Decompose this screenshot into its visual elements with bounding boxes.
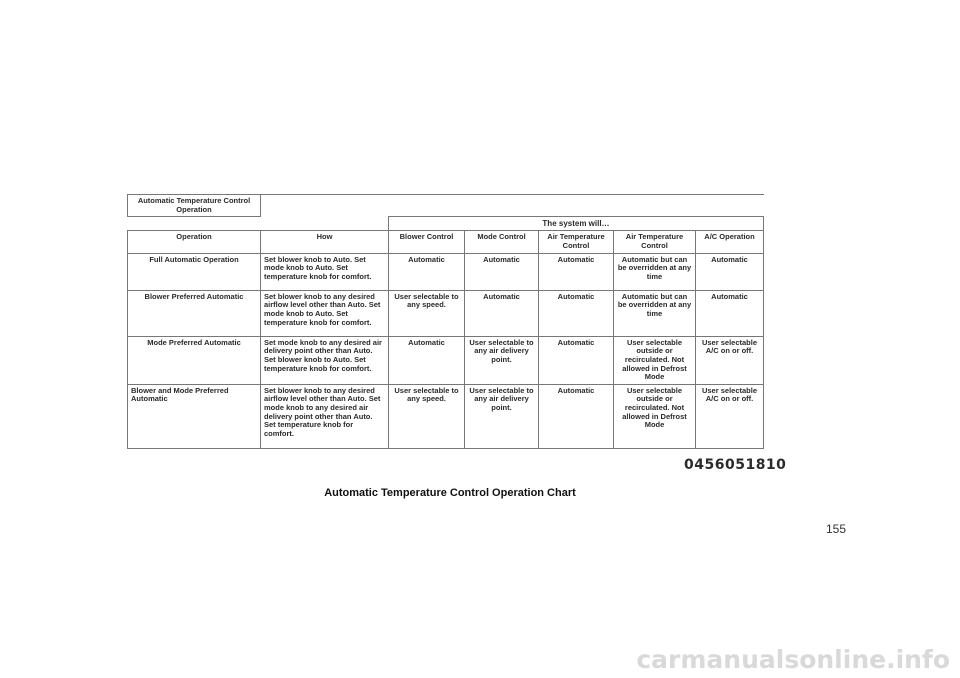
cell-ac: Automatic: [696, 253, 764, 290]
cell-mode: Automatic: [465, 290, 539, 336]
cell-air-temp-1: Automatic: [539, 290, 614, 336]
cell-how: Set mode knob to any desired air delivery point other than Auto. Set blower knob to Auto. Set temperature knob for comfort.: [261, 336, 389, 384]
cell-operation: Full Automatic Operation: [128, 253, 261, 290]
table-row: [128, 290, 764, 336]
cell-ac: User selectable A/C on or off.: [696, 384, 764, 448]
col-header-air-temp-1: Air Temperature Control: [539, 231, 614, 253]
col-header-mode: Mode Control: [465, 231, 539, 253]
watermark: carmanualsonline.info: [636, 645, 950, 674]
header-blank-2: [261, 217, 389, 231]
cell-mode: User selectable to any air delivery point.: [465, 336, 539, 384]
col-header-ac: A/C Operation: [696, 231, 764, 253]
cell-ac: User selectable A/C on or off.: [696, 336, 764, 384]
cell-blower: Automatic: [389, 253, 465, 290]
cell-mode: Automatic: [465, 253, 539, 290]
table-row: [128, 384, 764, 448]
cell-air-temp-2: Automatic but can be overridden at any time: [614, 290, 696, 336]
cell-ac: Automatic: [696, 290, 764, 336]
col-header-how: How: [261, 231, 389, 253]
cell-operation: Blower and Mode Preferred Automatic: [128, 384, 261, 448]
table-row: [128, 336, 764, 384]
cell-air-temp-2: User selectable outside or recirculated. Not allowed in Defrost Mode: [614, 336, 696, 384]
cell-mode: User selectable to any air delivery point.: [465, 384, 539, 448]
header-spacer: [261, 195, 764, 217]
cell-operation: Mode Preferred Automatic: [128, 336, 261, 384]
cell-air-temp-2: Automatic but can be overridden at any time: [614, 253, 696, 290]
cell-air-temp-1: Automatic: [539, 384, 614, 448]
col-header-blower: Blower Control: [389, 231, 465, 253]
table-row: [128, 253, 764, 290]
cell-how: Set blower knob to any desired airflow level other than Auto. Set mode knob to any desired air delivery point other than Auto. Set temperature knob for comfort.: [261, 384, 389, 448]
cell-blower: User selectable to any speed.: [389, 290, 465, 336]
cell-how: Set blower knob to Auto. Set mode knob to Auto. Set temperature knob for comfort.: [261, 253, 389, 290]
header-blank-1: [128, 217, 261, 231]
cell-air-temp-1: Automatic: [539, 253, 614, 290]
figure-code: 0456051810: [684, 457, 787, 473]
cell-how: Set blower knob to any desired airflow level other than Auto. Set mode knob to Auto. Set temperature knob for comfort.: [261, 290, 389, 336]
header-system-will: The system will…: [389, 217, 764, 231]
page-number: 155: [826, 522, 847, 536]
col-header-operation: Operation: [128, 231, 261, 253]
cell-operation: Blower Preferred Automatic: [128, 290, 261, 336]
figure-caption: Automatic Temperature Control Operation Chart: [324, 487, 576, 499]
col-header-air-temp-2: Air Temperature Control: [614, 231, 696, 253]
operation-table: [127, 194, 764, 449]
cell-blower: Automatic: [389, 336, 465, 384]
cell-air-temp-2: User selectable outside or recirculated. Not allowed in Defrost Mode: [614, 384, 696, 448]
cell-air-temp-1: Automatic: [539, 336, 614, 384]
header-title: Automatic Temperature Control Operation: [128, 195, 261, 217]
cell-blower: User selectable to any speed.: [389, 384, 465, 448]
